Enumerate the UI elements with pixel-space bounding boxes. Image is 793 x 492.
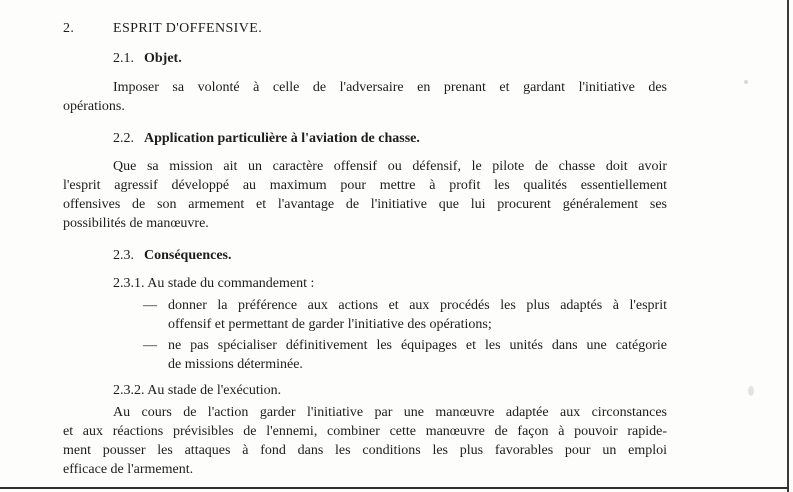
paragraph-line: possibilités de manœuvre. <box>63 216 209 231</box>
paragraph-line: et aux réactions prévisibles de l'ennemi, combiner cette manœuvre de façon à pouvoir rapide- <box>63 424 667 439</box>
list-item-line: ne pas spécialiser définitivement les équipages et les unités dans une catégorie <box>168 338 667 353</box>
subsection-2-3-number: 2.3. <box>113 248 134 263</box>
list-dash: — <box>143 338 157 353</box>
subsection-2-1-title: Objet. <box>144 51 182 66</box>
paragraph-line: Que sa mission ait un caractère offensif ou défensif, le pilote de chasse doit avoir <box>113 159 667 174</box>
paragraph-line: offensives de son armement et l'avantage de l'initiative que lui procurent généralement ses <box>63 197 667 212</box>
scan-speck <box>744 80 748 84</box>
section-number: 2. <box>63 21 75 36</box>
subsection-2-2-number: 2.2. <box>113 131 134 146</box>
paragraph-line: opérations. <box>63 99 125 114</box>
list-item-line: de missions déterminée. <box>168 357 303 372</box>
list-item-line: donner la préférence aux actions et aux procédés les plus adaptés à l'esprit <box>168 298 667 313</box>
scan-edge-right <box>787 0 789 492</box>
paragraph-line: l'esprit agressif développé au maximum pour mettre à profit les qualités essentiellement <box>63 178 667 193</box>
subsection-2-3-1-heading: 2.3.1. Au stade du commandement : <box>113 276 315 291</box>
subsection-2-3-2-heading: 2.3.2. Au stade de l'exécution. <box>113 383 282 398</box>
paragraph-line: Imposer sa volonté à celle de l'adversaire en prenant et gardant l'initiative des <box>113 80 667 95</box>
subsection-2-2-title: Application particulière à l'aviation de chasse. <box>144 131 420 146</box>
paragraph-line: efficace de l'armement. <box>63 462 194 477</box>
paragraph-line: Au cours de l'action garder l'initiative par une manœuvre adaptée aux circonstances <box>113 405 667 420</box>
subsection-2-1-number: 2.1. <box>113 51 134 66</box>
section-title: ESPRIT D'OFFENSIVE. <box>113 21 263 36</box>
list-dash: — <box>143 298 157 313</box>
scan-speck <box>748 386 754 396</box>
subsection-2-3-title: Conséquences. <box>144 248 232 263</box>
list-item-line: offensif et permettant de garder l'initiative des opérations; <box>168 317 492 332</box>
paragraph-line: ment pousser les attaques à fond dans les conditions les plus favorables pour un emploi <box>63 443 667 458</box>
scan-edge-bottom <box>0 487 789 489</box>
